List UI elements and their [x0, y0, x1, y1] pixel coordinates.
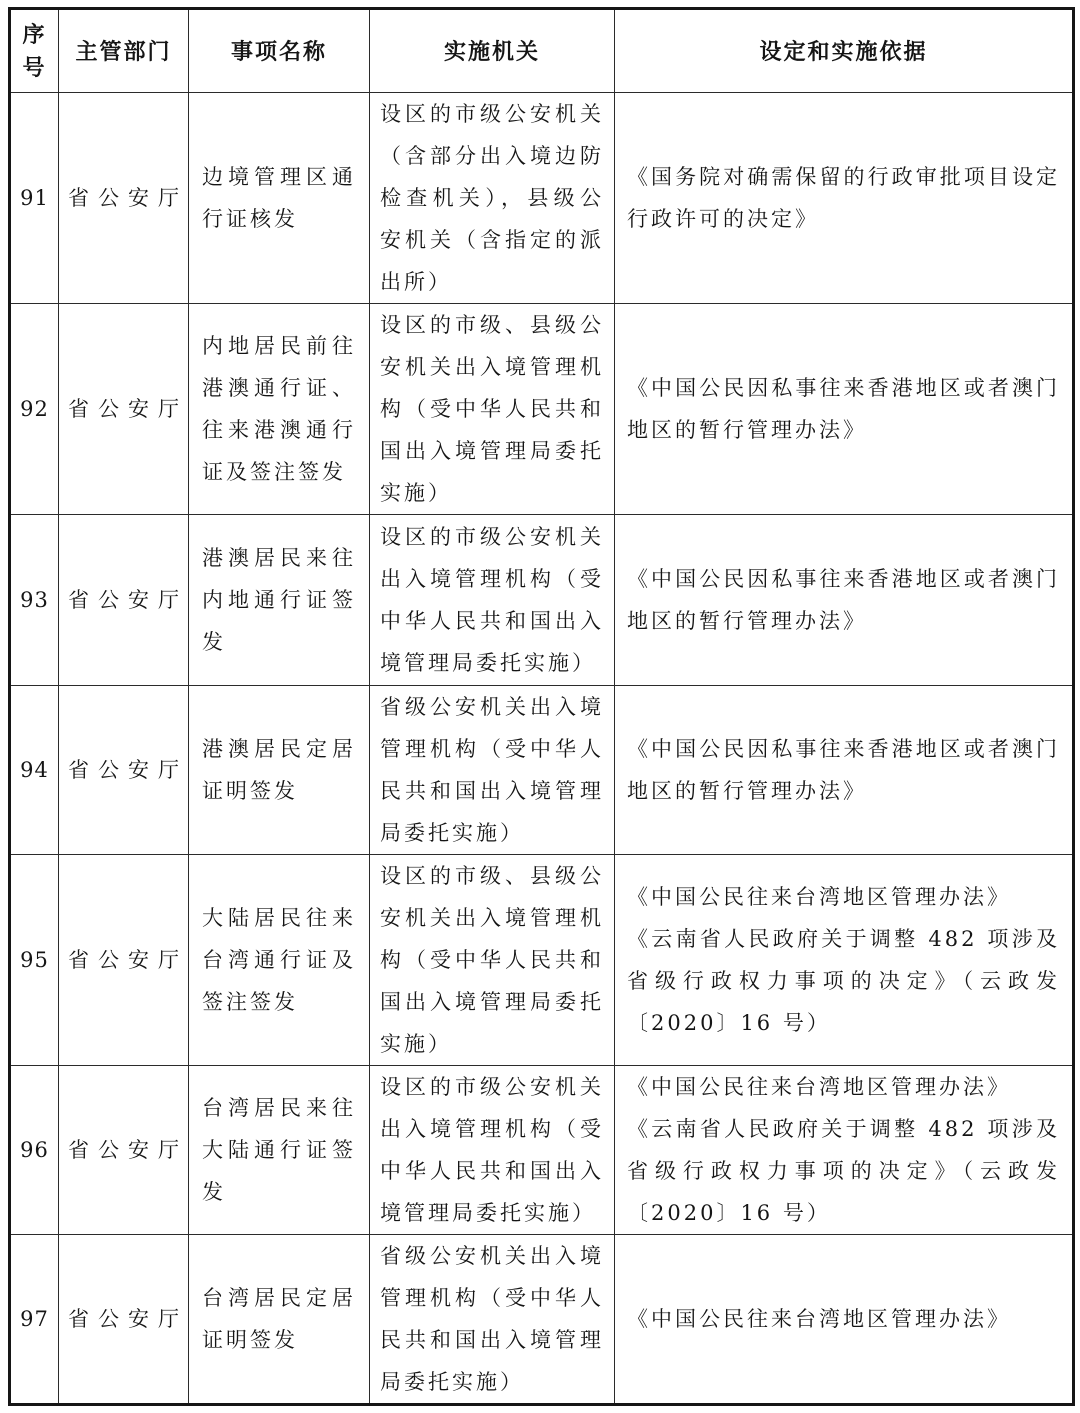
basis-line: 《国务院对确需保留的行政审批项目设定行政许可的决定》: [627, 165, 1060, 231]
table-row: [10, 855, 1074, 1066]
cell-department: [59, 1235, 189, 1405]
cell-implementing-agency: 设区的市级、县级公安机关出入境管理机构（受中华人民共和国出入境管理局委托实施）: [370, 304, 615, 515]
department-text: 省公安厅: [68, 1138, 188, 1162]
cell-serial-number: 95: [10, 855, 59, 1066]
basis-line: 《中国公民往来台湾地区管理办法》: [627, 1075, 1011, 1099]
cell-serial-number: 91: [10, 93, 59, 304]
cell-serial-number: 96: [10, 1066, 59, 1235]
department-text: 省公安厅: [68, 758, 188, 782]
header-legal-basis: 设定和实施依据: [615, 9, 1074, 93]
table-row: [10, 1235, 1074, 1405]
table-row: [10, 515, 1074, 686]
header-row: [10, 9, 1074, 93]
cell-legal-basis: [615, 1235, 1074, 1405]
basis-line: 《云南省人民政府关于调整 482 项涉及省级行政权力事项的决定》（云政发〔2020〕16 号）: [627, 1117, 1060, 1225]
cell-implementing-agency: 设区的市级公安机关（含部分出入境边防检查机关），县级公安机关（含指定的派出所）: [370, 93, 615, 304]
table-row: [10, 686, 1074, 855]
department-text: 省公安厅: [68, 397, 188, 421]
cell-implementing-agency: 省级公安机关出入境管理机构（受中华人民共和国出入境管理局委托实施）: [370, 686, 615, 855]
cell-legal-basis: [615, 515, 1074, 686]
cell-department: [59, 1066, 189, 1235]
cell-legal-basis: [615, 1066, 1074, 1235]
cell-item-name: 大陆居民往来台湾通行证及签注签发: [189, 855, 370, 1066]
cell-implementing-agency: 设区的市级公安机关出入境管理机构（受中华人民共和国出入境管理局委托实施）: [370, 515, 615, 686]
header-department: 主管部门: [59, 9, 189, 93]
cell-implementing-agency: 设区的市级公安机关出入境管理机构（受中华人民共和国出入境管理局委托实施）: [370, 1066, 615, 1235]
basis-line: 《中国公民往来台湾地区管理办法》: [627, 885, 1011, 909]
table-body: [10, 93, 1074, 1405]
cell-item-name: 台湾居民来往大陆通行证签发: [189, 1066, 370, 1235]
cell-item-name: 台湾居民定居证明签发: [189, 1235, 370, 1405]
cell-serial-number: 93: [10, 515, 59, 686]
basis-line: 《中国公民因私事往来香港地区或者澳门地区的暂行管理办法》: [627, 376, 1060, 442]
cell-serial-number: 97: [10, 1235, 59, 1405]
basis-line: 《中国公民往来台湾地区管理办法》: [627, 1307, 1011, 1331]
basis-line: 《中国公民因私事往来香港地区或者澳门地区的暂行管理办法》: [627, 737, 1060, 803]
administrative-permits-table: [8, 7, 1075, 1406]
table-row: [10, 93, 1074, 304]
cell-legal-basis: [615, 855, 1074, 1066]
cell-item-name: 港澳居民来往内地通行证签发: [189, 515, 370, 686]
cell-legal-basis: [615, 93, 1074, 304]
cell-implementing-agency: 省级公安机关出入境管理机构（受中华人民共和国出入境管理局委托实施）: [370, 1235, 615, 1405]
header-implementing-agency: 实施机关: [370, 9, 615, 93]
basis-line: 《云南省人民政府关于调整 482 项涉及省级行政权力事项的决定》（云政发〔2020〕16 号）: [627, 927, 1060, 1035]
cell-legal-basis: [615, 686, 1074, 855]
cell-implementing-agency: 设区的市级、县级公安机关出入境管理机构（受中华人民共和国出入境管理局委托实施）: [370, 855, 615, 1066]
department-text: 省公安厅: [68, 588, 188, 612]
cell-serial-number: 94: [10, 686, 59, 855]
basis-line: 《中国公民因私事往来香港地区或者澳门地区的暂行管理办法》: [627, 567, 1060, 633]
table-row: [10, 304, 1074, 515]
cell-department: [59, 515, 189, 686]
cell-item-name: 边境管理区通行证核发: [189, 93, 370, 304]
cell-item-name: 港澳居民定居证明签发: [189, 686, 370, 855]
header-item-name: 事项名称: [189, 9, 370, 93]
department-text: 省公安厅: [68, 1307, 188, 1331]
header-serial-number: 序号: [10, 9, 59, 93]
department-text: 省公安厅: [68, 186, 188, 210]
cell-department: [59, 855, 189, 1066]
cell-department: [59, 93, 189, 304]
department-text: 省公安厅: [68, 948, 188, 972]
table-row: [10, 1066, 1074, 1235]
cell-department: [59, 686, 189, 855]
cell-serial-number: 92: [10, 304, 59, 515]
cell-item-name: 内地居民前往港澳通行证、往来港澳通行证及签注签发: [189, 304, 370, 515]
cell-department: [59, 304, 189, 515]
cell-legal-basis: [615, 304, 1074, 515]
